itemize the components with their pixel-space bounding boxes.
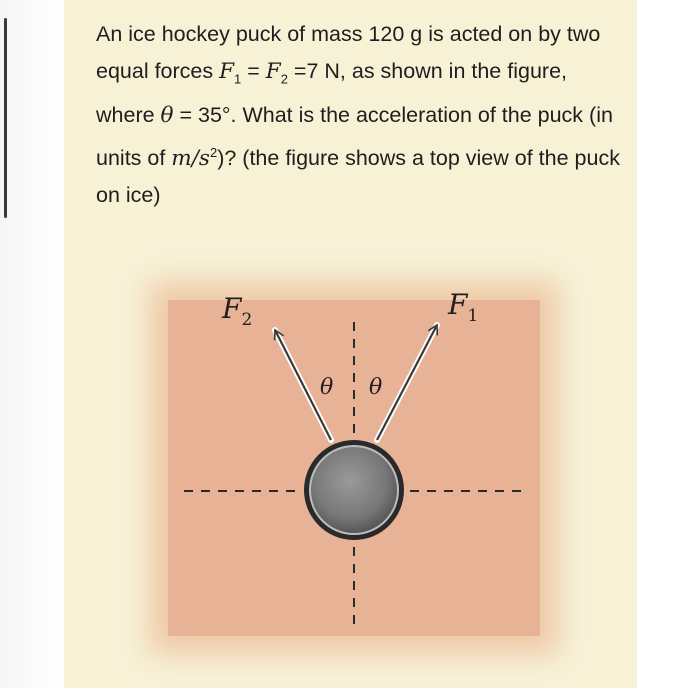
angle-value-text: = 35°. What is the acceleration of the puck (in units of [96,103,613,171]
f2-symbol: F [265,59,281,84]
f2-subscript: 2 [280,71,288,87]
question-ending: )? (the figure shows a top view of the puck on ice) [96,146,620,208]
theta-right-label: θ [369,375,383,400]
hockey-puck [310,446,398,534]
f1-label: $F_1$ [448,288,479,326]
theta-left-label: θ [320,375,334,400]
theta-symbol: θ [160,103,174,129]
question-intro: An ice hockey puck of mass 120 g is acted on by two equal forces [96,22,601,83]
units-exponent: 2 [209,145,218,161]
force-value-text: =7 N, as shown in the figure, where [96,59,567,128]
equals-sign: = [241,59,266,83]
f1-symbol: F [219,59,235,84]
f2-label: $F_2$ [222,292,253,330]
f1-subscript: 1 [234,71,242,87]
units-text: m/s [171,146,210,172]
